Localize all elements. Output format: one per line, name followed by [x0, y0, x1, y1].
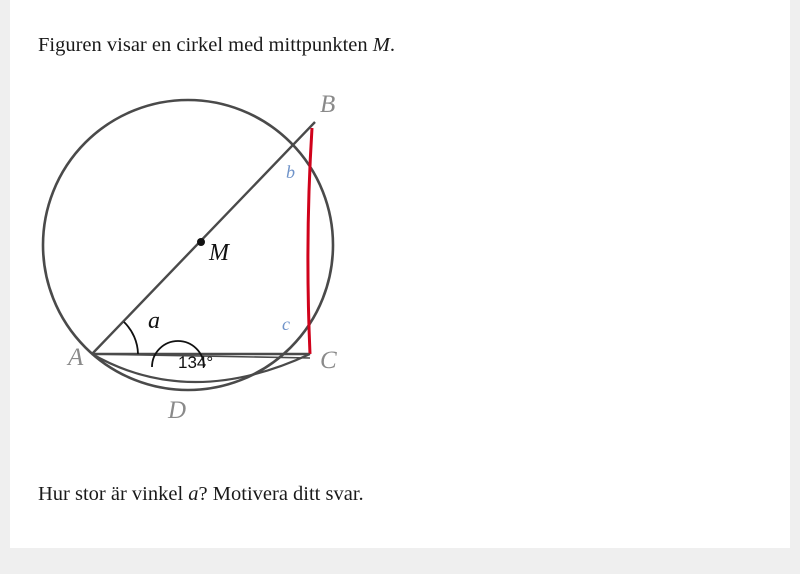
- question-top-variable: M: [372, 34, 390, 56]
- question-top-suffix: .: [389, 34, 395, 56]
- question-top: [38, 34, 395, 57]
- label-angle-a: a: [148, 308, 160, 334]
- question-bottom: [38, 483, 364, 506]
- label-angle-b: b: [286, 162, 295, 182]
- label-measured-angle: 134°: [178, 353, 214, 372]
- label-D: D: [168, 397, 187, 424]
- question-bottom-prefix: Hur stor är vinkel: [38, 483, 189, 505]
- question-bottom-variable: a: [188, 483, 199, 505]
- geometry-figure: [20, 70, 440, 440]
- angle-arc-a: [124, 322, 138, 354]
- label-C: C: [320, 347, 337, 374]
- question-top-prefix: Figuren visar en cirkel med mittpunkten: [38, 34, 373, 56]
- circle-outline: [43, 100, 333, 390]
- label-A: A: [68, 344, 84, 371]
- page-left-margin: [0, 0, 10, 574]
- page-bottom-margin: [0, 548, 800, 574]
- center-point-M: [197, 238, 205, 246]
- page-right-margin: [790, 0, 800, 574]
- question-bottom-suffix: ? Motivera ditt svar.: [198, 483, 364, 505]
- label-angle-c: c: [282, 314, 290, 334]
- label-B: B: [320, 91, 336, 118]
- label-M: M: [209, 240, 229, 266]
